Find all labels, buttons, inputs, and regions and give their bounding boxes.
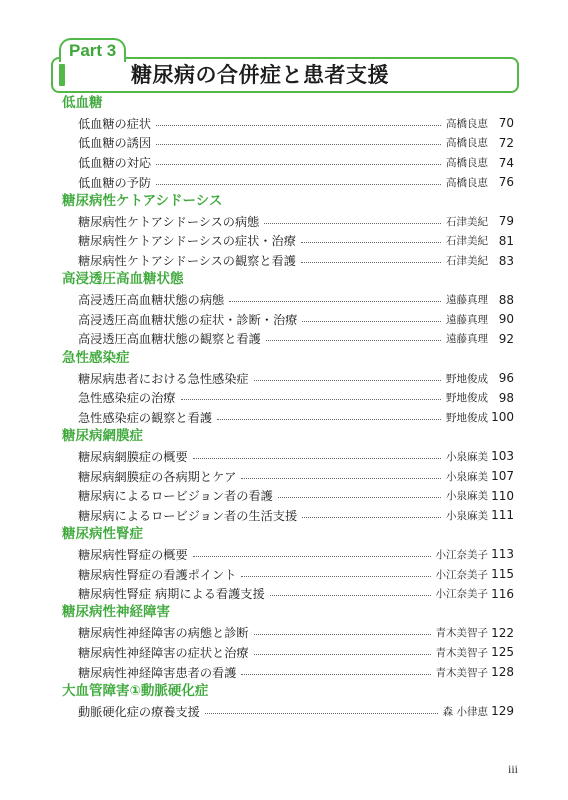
toc-section — [62, 270, 514, 348]
entry-page: 128 — [491, 665, 514, 680]
toc-section — [62, 682, 514, 721]
entry-title: 糖尿病性腎症の看護ポイント — [78, 567, 237, 582]
toc-entry[interactable] — [78, 447, 514, 467]
entry-title: 糖尿病性ケトアシドーシスの症状・治療 — [78, 234, 296, 249]
dot-leader — [156, 184, 441, 185]
toc-entry[interactable] — [78, 388, 514, 408]
entry-page: 76 — [498, 175, 514, 190]
section-title: 糖尿病性腎症 — [62, 526, 143, 543]
entry-page: 113 — [491, 547, 514, 562]
entry-author: 小江奈美子 — [435, 588, 488, 601]
entry-author: 高橋良恵 — [446, 117, 488, 130]
dot-leader — [254, 634, 431, 635]
dot-leader — [193, 556, 431, 557]
entry-title: 糖尿病によるロービジョン者の看護 — [78, 489, 273, 504]
entry-page: 129 — [491, 704, 514, 719]
entry-title: 糖尿病患者における急性感染症 — [78, 371, 249, 386]
entry-page: 103 — [491, 449, 514, 464]
dot-leader — [278, 497, 441, 498]
toc-entry[interactable] — [78, 153, 514, 173]
toc-entry[interactable] — [78, 564, 514, 584]
section-title: 低血糖 — [62, 95, 103, 111]
entry-page: 90 — [498, 312, 514, 327]
toc-entry[interactable] — [78, 251, 514, 271]
entry-title: 低血糖の症状 — [78, 116, 152, 131]
entry-page: 83 — [498, 253, 514, 268]
entry-title: 糖尿病性神経障害の症状と治療 — [78, 645, 249, 660]
entry-page: 116 — [491, 586, 514, 601]
dot-leader — [156, 125, 441, 126]
dot-leader — [254, 654, 431, 655]
entry-page: 72 — [498, 135, 514, 150]
entry-title: 急性感染症の治療 — [78, 391, 176, 406]
dot-leader — [264, 223, 441, 224]
toc-entry[interactable] — [78, 133, 514, 153]
table-of-contents — [62, 94, 514, 721]
entry-author: 青木美智子 — [435, 646, 488, 659]
entry-page: 100 — [491, 410, 514, 425]
entry-author: 石津美紀 — [446, 255, 488, 268]
entry-author: 小泉麻美 — [446, 509, 488, 522]
entry-title: 低血糖の対応 — [78, 156, 152, 171]
toc-entry[interactable] — [78, 701, 514, 721]
dot-leader — [270, 595, 431, 596]
toc-entry[interactable] — [78, 486, 514, 506]
entry-page: 115 — [491, 567, 514, 582]
entry-title: 急性感染症の観察と看護 — [78, 410, 213, 425]
toc-entry[interactable] — [78, 231, 514, 251]
accent-bar — [59, 64, 65, 86]
entry-author: 小泉麻美 — [446, 490, 488, 503]
toc-entry[interactable] — [78, 466, 514, 486]
toc-entry[interactable] — [78, 310, 514, 330]
entry-author: 石津美紀 — [446, 215, 488, 228]
entry-page: 96 — [498, 371, 514, 386]
entry-page: 74 — [498, 155, 514, 170]
dot-leader — [217, 419, 441, 420]
toc-entry[interactable] — [78, 643, 514, 663]
entry-title: 高浸透圧高血糖状態の観察と看護 — [78, 332, 261, 347]
page-number: iii — [508, 762, 519, 776]
dot-leader — [301, 242, 441, 243]
dot-leader — [205, 713, 438, 714]
entry-title: 糖尿病性腎症の概要 — [78, 547, 188, 562]
dot-leader — [241, 674, 430, 675]
dot-leader — [181, 399, 442, 400]
dot-leader — [156, 164, 441, 165]
entry-author: 遠藤真理 — [446, 294, 488, 307]
dot-leader — [193, 458, 441, 459]
entry-author: 遠藤真理 — [446, 333, 488, 346]
toc-entry[interactable] — [78, 329, 514, 349]
entry-author: 石津美紀 — [446, 235, 488, 248]
section-title: 大血管障害①動脈硬化症 — [62, 682, 209, 699]
entry-author: 高橋良恵 — [446, 176, 488, 189]
toc-entry[interactable] — [78, 172, 514, 192]
toc-entry[interactable] — [78, 290, 514, 310]
toc-section — [62, 349, 514, 427]
part-header — [51, 38, 519, 90]
part-title-box — [51, 57, 519, 93]
entry-page: 70 — [498, 116, 514, 131]
section-title: 高浸透圧高血糖状態 — [62, 271, 184, 288]
part-title: 糖尿病の合併症と患者支援 — [131, 63, 389, 87]
entry-author: 小泉麻美 — [446, 470, 488, 483]
toc-entry[interactable] — [78, 368, 514, 388]
toc-entry[interactable] — [78, 545, 514, 565]
entry-author: 高橋良恵 — [446, 137, 488, 150]
dot-leader — [156, 144, 441, 145]
section-title: 糖尿病性神経障害 — [62, 604, 170, 621]
entry-page: 98 — [498, 390, 514, 405]
toc-entry[interactable] — [78, 623, 514, 643]
entry-title: 糖尿病網膜症の各病期とケア — [78, 469, 237, 484]
entry-page: 107 — [491, 469, 514, 484]
part-label: Part 3 — [59, 38, 126, 62]
entry-title: 糖尿病によるロービジョン者の生活支援 — [78, 508, 298, 523]
entry-title: 糖尿病性ケトアシドーシスの病態 — [78, 214, 260, 229]
entry-title: 低血糖の予防 — [78, 175, 152, 190]
toc-entry[interactable] — [78, 505, 514, 525]
dot-leader — [301, 262, 441, 263]
entry-author: 森 小律恵 — [442, 705, 488, 718]
entry-page: 81 — [498, 233, 514, 248]
entry-author: 小江奈美子 — [435, 568, 488, 581]
entry-title: 糖尿病性腎症 病期による看護支援 — [78, 587, 265, 602]
dot-leader — [241, 478, 441, 479]
entry-author: 小江奈美子 — [435, 548, 488, 561]
entry-author: 野地俊成 — [446, 372, 488, 385]
entry-title: 糖尿病性神経障害の病態と診断 — [78, 626, 249, 641]
entry-author: 青木美智子 — [435, 666, 488, 679]
entry-title: 低血糖の誘因 — [78, 136, 152, 151]
entry-author: 遠藤真理 — [446, 313, 488, 326]
entry-author: 青木美智子 — [435, 627, 488, 640]
entry-page: 110 — [491, 488, 514, 503]
dot-leader — [229, 301, 441, 302]
entry-title: 高浸透圧高血糖状態の病態 — [78, 293, 225, 308]
toc-entry[interactable] — [78, 584, 514, 604]
dot-leader — [302, 517, 441, 518]
entry-author: 高橋良恵 — [446, 157, 488, 170]
toc-entry[interactable] — [78, 212, 514, 232]
section-title: 糖尿病性ケトアシドーシス — [62, 192, 223, 209]
dot-leader — [266, 340, 441, 341]
entry-title: 高浸透圧高血糖状態の症状・診断・治療 — [78, 312, 298, 327]
entry-author: 小泉麻美 — [446, 450, 488, 463]
entry-author: 野地俊成 — [446, 411, 488, 424]
entry-page: 79 — [498, 214, 514, 229]
entry-page: 122 — [491, 625, 514, 640]
entry-page: 92 — [498, 331, 514, 346]
toc-entry[interactable] — [78, 114, 514, 134]
entry-page: 125 — [491, 645, 514, 660]
dot-leader — [302, 321, 441, 322]
toc-section — [62, 94, 514, 192]
dot-leader — [254, 380, 441, 381]
section-title: 糖尿病網膜症 — [62, 428, 143, 445]
toc-entry[interactable] — [78, 408, 514, 428]
toc-section — [62, 525, 514, 603]
entry-title: 動脈硬化症の療養支援 — [78, 704, 200, 719]
entry-page: 111 — [491, 508, 514, 523]
section-title: 急性感染症 — [62, 349, 130, 366]
entry-title: 糖尿病性神経障害患者の看護 — [78, 665, 237, 680]
toc-section — [62, 192, 514, 270]
dot-leader — [241, 576, 430, 577]
entry-title: 糖尿病網膜症の概要 — [78, 449, 188, 464]
toc-section — [62, 427, 514, 525]
toc-entry[interactable] — [78, 662, 514, 682]
entry-title: 糖尿病性ケトアシドーシスの観察と看護 — [78, 254, 296, 269]
entry-author: 野地俊成 — [446, 392, 488, 405]
entry-page: 88 — [498, 292, 514, 307]
toc-section — [62, 603, 514, 681]
